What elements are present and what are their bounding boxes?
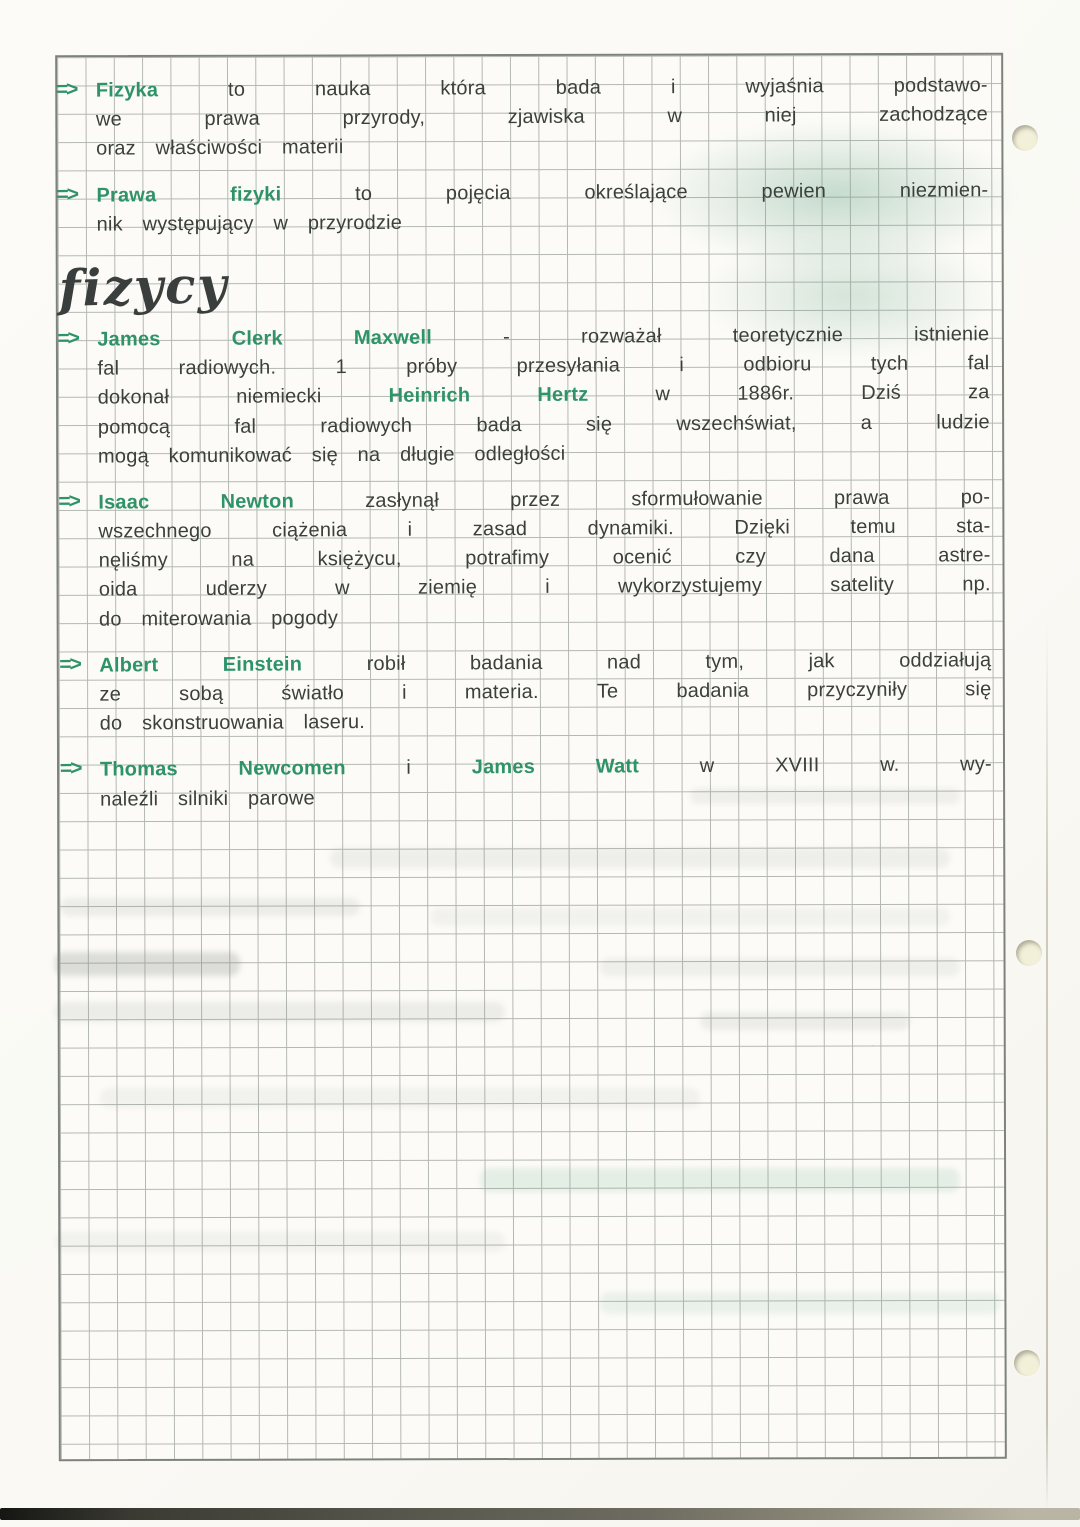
text-segment: i: [406, 757, 412, 780]
text-segment: określające: [584, 180, 688, 204]
note-bullet: [60, 750, 1000, 814]
text-segment: wyjaśnia: [745, 75, 824, 98]
text-segment: i: [679, 354, 685, 377]
arrow-marker: =>: [57, 326, 78, 350]
text-segment: jak: [808, 649, 835, 673]
text-segment: fal: [967, 352, 990, 375]
note-line: [97, 205, 989, 240]
note-line: [99, 571, 991, 606]
text-segment: Dziś: [861, 382, 901, 405]
text-segment: Maxwell: [353, 326, 433, 349]
text-segment: sta-: [956, 515, 991, 538]
note-lines: [99, 646, 992, 739]
text-segment: za: [968, 381, 990, 404]
note-lines: [96, 176, 988, 240]
text-segment: to: [354, 182, 373, 205]
text-segment: która: [440, 77, 486, 100]
text-segment: w.: [880, 754, 900, 777]
text-segment: Isaac: [98, 491, 150, 514]
note-bullet: [58, 483, 999, 635]
text-segment: przez: [510, 488, 561, 511]
text-segment: w: [655, 383, 671, 406]
text-segment: tym,: [705, 650, 745, 673]
text-segment: fal: [97, 357, 120, 380]
text-segment: teoretycznie: [732, 324, 844, 347]
text-segment: ze: [99, 683, 122, 706]
text-segment: do miterowania pogody: [98, 606, 339, 631]
note-line: [100, 780, 992, 815]
text-segment: radiowych.: [178, 356, 277, 380]
text-segment: badania: [469, 651, 543, 675]
text-segment: radiowych: [320, 414, 413, 437]
text-segment: niej: [764, 104, 797, 127]
punch-hole: [1012, 125, 1038, 151]
text-segment: zasłynął: [365, 489, 440, 512]
text-segment: sobą: [179, 682, 224, 706]
text-segment: 1: [335, 356, 347, 379]
arrow-marker: =>: [59, 652, 80, 676]
text-segment: bada: [476, 413, 522, 436]
text-segment: podstawo-: [893, 74, 988, 97]
text-segment: przesyłania: [516, 354, 621, 378]
note-bullet: [56, 71, 997, 164]
note-lines: [98, 483, 991, 634]
text-segment: oraz właściwości materii: [96, 136, 344, 161]
text-segment: i: [670, 76, 676, 99]
text-segment: ludzie: [936, 410, 990, 434]
text-segment: badania: [676, 679, 750, 703]
text-segment: mogą komunikować się na długie odległości: [97, 442, 566, 468]
text-segment: zjawiska: [507, 105, 585, 129]
text-segment: tych: [870, 352, 909, 376]
text-segment: potrafimy: [465, 547, 550, 570]
text-segment: to: [227, 78, 246, 101]
text-segment: zachodzące: [879, 103, 988, 127]
text-segment: wykorzystujemy: [618, 575, 763, 598]
text-segment: -: [503, 326, 511, 349]
text-segment: i: [545, 576, 550, 599]
text-segment: nik występujący w przyrodzie: [96, 211, 403, 236]
note-bullet: [57, 320, 998, 472]
text-segment: oida: [98, 578, 138, 602]
text-segment: prawa: [833, 486, 890, 510]
text-segment: niezmien-: [899, 178, 989, 202]
text-segment: fizyki: [230, 183, 282, 206]
text-segment: na: [231, 548, 255, 572]
notes-page: [56, 71, 1001, 831]
text-segment: rozważał: [581, 325, 662, 348]
text-segment: ciążenia: [272, 519, 348, 542]
page-right-edge: [1046, 620, 1048, 1510]
text-segment: i: [407, 518, 413, 541]
text-segment: nad: [606, 651, 642, 674]
text-segment: się: [965, 678, 992, 701]
text-segment: dana: [829, 545, 875, 568]
text-segment: pomocą: [97, 415, 171, 439]
arrow-marker: =>: [58, 489, 79, 513]
note-line: [99, 675, 991, 710]
text-segment: i: [401, 681, 407, 704]
text-segment: Dzięki: [734, 516, 791, 539]
text-segment: bada: [555, 76, 602, 99]
text-segment: XVIII: [775, 754, 820, 777]
page-bottom-edge-shadow: [0, 1508, 1080, 1520]
section-heading: fizycy: [58, 254, 230, 318]
note-lines: [100, 751, 992, 815]
arrow-marker: =>: [59, 757, 81, 781]
text-segment: naleźli silniki parowe: [100, 786, 315, 811]
punch-hole: [1016, 940, 1042, 966]
text-segment: wszechnego: [98, 519, 212, 543]
text-segment: wy-: [960, 753, 992, 776]
text-segment: w: [335, 577, 350, 600]
text-segment: sformułowanie: [631, 487, 763, 511]
arrow-marker: =>: [56, 182, 78, 206]
text-segment: wszechświat,: [676, 411, 797, 435]
text-segment: nauka: [314, 77, 371, 101]
text-segment: się: [585, 412, 613, 436]
text-segment: przyczyniły: [807, 678, 908, 702]
text-segment: uderzy: [205, 578, 267, 601]
text-segment: ocenić: [612, 546, 672, 569]
text-segment: np.: [962, 573, 991, 596]
text-segment: Newcomen: [238, 757, 346, 781]
text-segment: Hertz: [537, 383, 589, 407]
text-segment: satelity: [830, 574, 895, 597]
text-segment: Albert: [99, 654, 159, 677]
text-segment: pewien: [761, 179, 827, 203]
text-segment: ziemię: [417, 576, 478, 600]
text-segment: nęliśmy: [98, 549, 168, 572]
notes-list-top: [56, 71, 997, 240]
text-segment: Te: [596, 680, 619, 703]
text-segment: do skonstruowania laseru.: [99, 711, 366, 735]
text-segment: próby: [406, 355, 458, 378]
note-line: [99, 600, 991, 635]
text-segment: dokonał: [97, 386, 170, 409]
text-segment: astre-: [938, 544, 991, 567]
text-segment: istnienie: [914, 323, 990, 346]
note-lines: [96, 71, 989, 164]
text-segment: fal: [234, 415, 257, 438]
arrow-marker: =>: [55, 77, 77, 101]
note-bullet: [59, 646, 1000, 739]
text-segment: czy: [735, 545, 766, 568]
text-segment: Prawa: [96, 183, 157, 207]
text-segment: księżycu,: [317, 548, 402, 571]
text-segment: James: [97, 328, 161, 351]
text-segment: Watt: [595, 755, 640, 778]
text-segment: przyrody,: [342, 106, 426, 130]
text-segment: James: [471, 756, 536, 779]
note-line: [96, 130, 988, 165]
text-segment: robił: [366, 652, 406, 675]
text-segment: zasad: [472, 518, 528, 541]
text-segment: w: [667, 105, 683, 128]
text-segment: Fizyka: [95, 79, 159, 102]
text-segment: oddziałują: [899, 648, 992, 672]
text-segment: Clerk: [231, 327, 283, 350]
note-line: [100, 704, 992, 739]
text-segment: niemiecki: [236, 385, 322, 409]
text-segment: Einstein: [222, 653, 303, 676]
note-lines: [97, 320, 990, 471]
text-segment: Thomas: [99, 758, 178, 781]
note-line: [98, 437, 990, 472]
text-segment: Newton: [220, 490, 295, 513]
note-bullet: [56, 176, 996, 240]
text-segment: po-: [960, 486, 991, 509]
punch-hole: [1014, 1350, 1040, 1376]
text-segment: pojęcia: [445, 181, 511, 205]
text-segment: dynamiki.: [587, 517, 674, 540]
text-segment: Heinrich: [388, 384, 471, 408]
text-segment: światło: [281, 682, 345, 705]
text-segment: materia.: [464, 680, 539, 704]
text-segment: w: [699, 755, 715, 778]
text-segment: temu: [850, 515, 896, 539]
text-segment: a: [860, 411, 873, 434]
text-segment: 1886r.: [737, 382, 795, 406]
text-segment: we: [95, 108, 123, 131]
text-segment: prawa: [204, 107, 261, 131]
notes-list-bottom: [57, 320, 1000, 815]
text-segment: odbioru: [743, 353, 812, 376]
